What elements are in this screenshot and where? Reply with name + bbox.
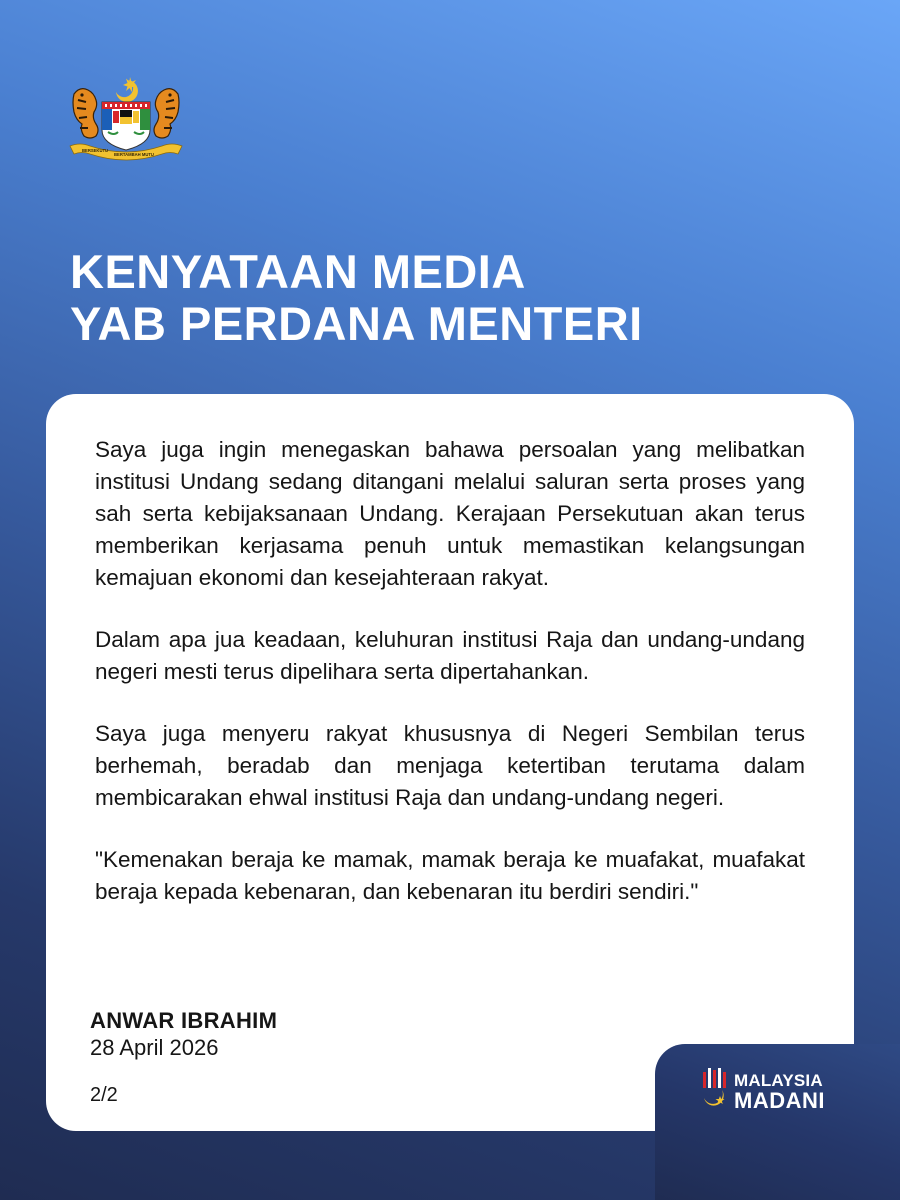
madani-wordmark [734, 1072, 825, 1112]
malaysia-madani-logo [700, 1066, 850, 1116]
madani-line-2: MADANI [734, 1088, 825, 1113]
title-line-2: YAB PERDANA MENTERI [70, 297, 643, 350]
madani-emblem-icon [700, 1066, 730, 1114]
svg-text:BERTAMBAH MUTU: BERTAMBAH MUTU [114, 152, 154, 157]
paragraph: "Kemenakan beraja ke mamak, mamak beraja ke muafakat, muafakat beraja kepada kebenaran, dan kebenaran itu berdiri sendiri." [95, 847, 805, 904]
paragraph: Dalam apa jua keadaan, keluhuran institusi Raja dan undang-undang negeri mesti terus dipelihara serta dipertahankan. [95, 627, 805, 684]
madani-line-1: MALAYSIA [734, 1071, 823, 1090]
paragraph: Saya juga ingin menegaskan bahawa persoalan yang melibatkan institusi Undang sedang ditangani melalui saluran serta proses yang sah serta kebijaksanaan Undang. Kerajaan Persekutuan akan terus memberikan kerjasama penuh untuk memastikan kelangsungan kemajuan ekonomi dan kesejahteraan rakyat. [95, 437, 805, 590]
statement-body [95, 434, 805, 938]
signer-name: ANWAR IBRAHIM [90, 1008, 278, 1033]
svg-text:BERSEKUTU: BERSEKUTU [82, 148, 109, 153]
coat-of-arms-logo [68, 72, 184, 162]
title-line-1: KENYATAAN MEDIA [70, 245, 526, 298]
page-indicator: 2/2 [90, 1084, 118, 1106]
page-title [70, 246, 643, 350]
statement-date: 28 April 2026 [90, 1035, 219, 1060]
paragraph: Saya juga menyeru rakyat khususnya di Negeri Sembilan terus berhemah, beradab dan menjaga ketertiban terutama dalam membicarakan ehwal institusi Raja dan undang-undang negeri. [95, 721, 805, 810]
